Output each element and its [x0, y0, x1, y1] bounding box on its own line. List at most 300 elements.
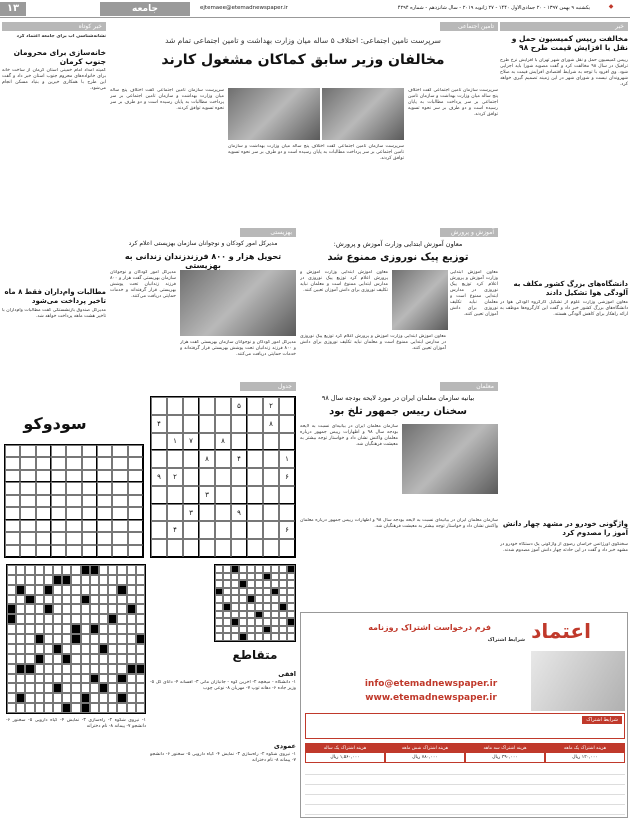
sudoku-cell[interactable]	[36, 445, 51, 457]
sudoku-cell[interactable]	[183, 486, 199, 504]
crossword-cell[interactable]	[62, 585, 71, 595]
sudoku-cell[interactable]: ۳	[199, 486, 215, 504]
sudoku-cell[interactable]	[247, 539, 263, 557]
crossword-cell[interactable]	[62, 664, 71, 674]
sudoku-cell[interactable]	[263, 539, 279, 557]
crossword-cell[interactable]	[99, 664, 108, 674]
crossword-cell[interactable]	[127, 565, 136, 575]
crossword-cell[interactable]	[53, 683, 62, 693]
crossword-cell[interactable]	[99, 683, 108, 693]
crossword-cell[interactable]	[99, 604, 108, 614]
sudoku-cell[interactable]	[82, 507, 97, 519]
crossword-cell[interactable]	[35, 585, 44, 595]
crossword-cell[interactable]	[99, 624, 108, 634]
sudoku-cell[interactable]	[82, 495, 97, 507]
sudoku-cell[interactable]	[36, 457, 51, 469]
sudoku-cell[interactable]	[247, 521, 263, 539]
sudoku-cell[interactable]	[51, 457, 66, 469]
crossword-cell[interactable]	[16, 674, 25, 684]
crossword-cell[interactable]	[25, 703, 34, 713]
crossword-cell[interactable]	[71, 683, 80, 693]
crossword-cell[interactable]	[90, 575, 99, 585]
sudoku-cell[interactable]	[66, 495, 81, 507]
crossword-cell[interactable]	[35, 595, 44, 605]
crossword-cell[interactable]	[35, 624, 44, 634]
crossword-cell[interactable]	[108, 654, 117, 664]
crossword-cell[interactable]	[16, 575, 25, 585]
crossword-cell[interactable]	[108, 595, 117, 605]
crossword-cell[interactable]	[90, 644, 99, 654]
crossword-cell[interactable]	[53, 585, 62, 595]
sudoku-cell[interactable]	[20, 532, 35, 544]
crossword-cell[interactable]	[62, 703, 71, 713]
sudoku-cell[interactable]	[66, 507, 81, 519]
sudoku-cell[interactable]	[231, 486, 247, 504]
sudoku-cell[interactable]	[151, 539, 167, 557]
crossword-cell[interactable]	[16, 585, 25, 595]
sudoku-cell[interactable]	[231, 433, 247, 451]
crossword-cell[interactable]	[90, 683, 99, 693]
crossword-cell[interactable]	[90, 624, 99, 634]
sudoku-cell[interactable]: ۹	[231, 504, 247, 522]
crossword-cell[interactable]	[7, 703, 16, 713]
crossword-cell[interactable]	[117, 614, 126, 624]
crossword-cell[interactable]	[25, 644, 34, 654]
crossword-cell[interactable]	[25, 575, 34, 585]
crossword-cell[interactable]	[35, 604, 44, 614]
sudoku-cell[interactable]	[20, 520, 35, 532]
crossword-cell[interactable]	[71, 604, 80, 614]
crossword-cell[interactable]	[71, 693, 80, 703]
sudoku-cell[interactable]	[66, 520, 81, 532]
sudoku-cell[interactable]	[263, 486, 279, 504]
crossword-cell[interactable]	[25, 654, 34, 664]
sudoku-cell[interactable]	[51, 532, 66, 544]
crossword-cell[interactable]	[127, 703, 136, 713]
crossword-cell[interactable]	[7, 565, 16, 575]
sudoku-cell[interactable]	[82, 457, 97, 469]
crossword-cell[interactable]	[7, 683, 16, 693]
crossword-cell[interactable]	[99, 703, 108, 713]
crossword-cell[interactable]	[53, 634, 62, 644]
sudoku-cell[interactable]	[215, 415, 231, 433]
sudoku-cell[interactable]	[167, 450, 183, 468]
crossword-cell[interactable]	[53, 693, 62, 703]
crossword-cell[interactable]	[81, 674, 90, 684]
sudoku-cell[interactable]: ۷	[183, 433, 199, 451]
sudoku-cell[interactable]: ۶	[279, 521, 295, 539]
sudoku-cell[interactable]	[263, 504, 279, 522]
crossword-cell[interactable]	[25, 693, 34, 703]
crossword-cell[interactable]	[127, 664, 136, 674]
crossword-cell[interactable]	[127, 683, 136, 693]
sudoku-cell[interactable]	[51, 482, 66, 494]
sudoku-cell[interactable]	[51, 507, 66, 519]
crossword-cell[interactable]	[44, 683, 53, 693]
crossword-cell[interactable]	[62, 674, 71, 684]
sudoku-cell[interactable]	[231, 521, 247, 539]
crossword-cell[interactable]	[108, 693, 117, 703]
crossword-cell[interactable]	[127, 644, 136, 654]
crossword-cell[interactable]	[127, 654, 136, 664]
crossword-cell[interactable]	[25, 664, 34, 674]
sudoku-cell[interactable]	[82, 520, 97, 532]
crossword-cell[interactable]	[35, 565, 44, 575]
sudoku-cell[interactable]	[97, 532, 112, 544]
crossword-cell[interactable]	[44, 575, 53, 585]
crossword-cell[interactable]	[81, 683, 90, 693]
crossword-cell[interactable]	[62, 693, 71, 703]
sudoku-grid-2[interactable]	[4, 444, 144, 558]
sudoku-cell[interactable]	[97, 457, 112, 469]
crossword-cell[interactable]	[7, 654, 16, 664]
crossword-cell[interactable]	[53, 595, 62, 605]
crossword-cell[interactable]	[53, 604, 62, 614]
crossword-cell[interactable]	[44, 664, 53, 674]
sudoku-cell[interactable]	[128, 520, 143, 532]
sudoku-cell[interactable]	[128, 457, 143, 469]
crossword-cell[interactable]	[136, 614, 145, 624]
crossword-cell[interactable]	[136, 683, 145, 693]
sudoku-cell[interactable]	[66, 457, 81, 469]
crossword-cell[interactable]	[62, 624, 71, 634]
sudoku-cell[interactable]	[20, 470, 35, 482]
crossword-cell[interactable]	[16, 703, 25, 713]
crossword-cell[interactable]	[16, 565, 25, 575]
crossword-cell[interactable]	[62, 634, 71, 644]
crossword-cell[interactable]	[81, 624, 90, 634]
sudoku-cell[interactable]	[112, 532, 127, 544]
sudoku-cell[interactable]	[279, 504, 295, 522]
crossword-cell[interactable]	[117, 604, 126, 614]
crossword-cell[interactable]	[25, 595, 34, 605]
crossword-cell[interactable]	[90, 565, 99, 575]
sudoku-cell[interactable]	[82, 545, 97, 557]
sudoku-cell[interactable]	[151, 397, 167, 415]
crossword-cell[interactable]	[99, 614, 108, 624]
crossword-cell[interactable]	[7, 585, 16, 595]
sudoku-cell[interactable]	[263, 468, 279, 486]
sudoku-cell[interactable]	[112, 545, 127, 557]
crossword-cell[interactable]	[136, 654, 145, 664]
crossword-cell[interactable]	[99, 674, 108, 684]
sudoku-cell[interactable]	[66, 445, 81, 457]
crossword-cell[interactable]	[25, 614, 34, 624]
crossword-cell[interactable]	[71, 585, 80, 595]
crossword-cell[interactable]	[136, 575, 145, 585]
sudoku-cell[interactable]	[97, 470, 112, 482]
crossword-cell[interactable]	[35, 614, 44, 624]
sudoku-cell[interactable]	[279, 397, 295, 415]
sudoku-cell[interactable]	[215, 397, 231, 415]
sudoku-cell[interactable]	[112, 520, 127, 532]
sudoku-cell[interactable]	[215, 521, 231, 539]
sudoku-cell[interactable]	[231, 415, 247, 433]
crossword-cell[interactable]	[35, 683, 44, 693]
sudoku-cell[interactable]	[215, 450, 231, 468]
crossword-cell[interactable]	[108, 664, 117, 674]
sudoku-cell[interactable]	[112, 445, 127, 457]
crossword-cell[interactable]	[16, 614, 25, 624]
crossword-cell[interactable]	[7, 664, 16, 674]
sudoku-cell[interactable]	[5, 507, 20, 519]
crossword-cell[interactable]	[81, 644, 90, 654]
crossword-cell[interactable]	[136, 604, 145, 614]
crossword-cell[interactable]	[108, 575, 117, 585]
crossword-cell[interactable]	[53, 575, 62, 585]
crossword-cell[interactable]	[71, 565, 80, 575]
sudoku-cell[interactable]: ۴	[151, 415, 167, 433]
sudoku-cell[interactable]	[36, 495, 51, 507]
sudoku-cell[interactable]	[247, 450, 263, 468]
sudoku-cell[interactable]	[151, 486, 167, 504]
sudoku-cell[interactable]	[82, 470, 97, 482]
crossword-cell[interactable]	[127, 575, 136, 585]
crossword-cell[interactable]	[7, 634, 16, 644]
sudoku-grid[interactable]	[150, 396, 296, 558]
sudoku-cell[interactable]	[5, 457, 20, 469]
crossword-cell[interactable]	[62, 614, 71, 624]
sudoku-cell[interactable]	[279, 433, 295, 451]
sudoku-cell[interactable]	[5, 532, 20, 544]
sudoku-cell[interactable]	[279, 486, 295, 504]
sudoku-cell[interactable]: ۴	[167, 521, 183, 539]
crossword-cell[interactable]	[16, 595, 25, 605]
sudoku-cell[interactable]	[247, 468, 263, 486]
crossword-cell[interactable]	[44, 703, 53, 713]
crossword-cell[interactable]	[71, 644, 80, 654]
crossword-cell[interactable]	[117, 674, 126, 684]
sudoku-cell[interactable]	[51, 495, 66, 507]
crossword-cell[interactable]	[7, 614, 16, 624]
sudoku-cell[interactable]	[20, 445, 35, 457]
sudoku-cell[interactable]	[183, 415, 199, 433]
crossword-cell[interactable]	[99, 644, 108, 654]
sudoku-cell[interactable]	[82, 482, 97, 494]
crossword-cell[interactable]	[44, 624, 53, 634]
crossword-cell[interactable]	[117, 683, 126, 693]
crossword-cell[interactable]	[25, 604, 34, 614]
crossword-cell[interactable]	[81, 565, 90, 575]
sudoku-cell[interactable]: ۹	[151, 468, 167, 486]
sudoku-cell[interactable]	[247, 433, 263, 451]
sudoku-cell[interactable]	[97, 545, 112, 557]
sudoku-cell[interactable]	[20, 482, 35, 494]
crossword-cell[interactable]	[53, 565, 62, 575]
crossword-cell[interactable]	[71, 654, 80, 664]
sudoku-cell[interactable]	[51, 470, 66, 482]
sudoku-cell[interactable]	[183, 397, 199, 415]
sudoku-cell[interactable]	[20, 457, 35, 469]
crossword-cell[interactable]	[108, 565, 117, 575]
crossword-cell[interactable]	[7, 674, 16, 684]
crossword-cell[interactable]	[16, 683, 25, 693]
sudoku-cell[interactable]	[51, 545, 66, 557]
sudoku-cell[interactable]	[112, 457, 127, 469]
ad-url[interactable]: www.etemadnewspaper.ir	[365, 693, 497, 703]
sudoku-cell[interactable]	[97, 520, 112, 532]
crossword-cell[interactable]	[99, 634, 108, 644]
crossword-cell[interactable]	[90, 664, 99, 674]
sudoku-cell[interactable]	[36, 507, 51, 519]
crossword-cell[interactable]	[81, 703, 90, 713]
sudoku-cell[interactable]	[128, 495, 143, 507]
sudoku-cell[interactable]	[66, 532, 81, 544]
crossword-cell[interactable]	[90, 604, 99, 614]
sudoku-cell[interactable]	[183, 521, 199, 539]
crossword-cell[interactable]	[117, 565, 126, 575]
sudoku-cell[interactable]	[151, 521, 167, 539]
sudoku-cell[interactable]: ۸	[263, 415, 279, 433]
crossword-cell[interactable]	[99, 565, 108, 575]
sudoku-cell[interactable]	[247, 415, 263, 433]
crossword-cell[interactable]	[7, 693, 16, 703]
crossword-cell[interactable]	[136, 634, 145, 644]
sudoku-cell[interactable]	[199, 539, 215, 557]
sudoku-cell[interactable]: ۳	[183, 504, 199, 522]
crossword-cell[interactable]	[108, 634, 117, 644]
crossword-cell[interactable]	[16, 664, 25, 674]
sudoku-cell[interactable]	[167, 539, 183, 557]
crossword-cell[interactable]	[136, 693, 145, 703]
crossword-cell[interactable]	[81, 693, 90, 703]
crossword-cell[interactable]	[62, 683, 71, 693]
crossword-cell[interactable]	[117, 575, 126, 585]
crossword-cell[interactable]	[71, 595, 80, 605]
crossword-cell[interactable]	[62, 604, 71, 614]
crossword-cell[interactable]	[127, 693, 136, 703]
sudoku-cell[interactable]	[128, 445, 143, 457]
crossword-cell[interactable]	[90, 693, 99, 703]
sudoku-cell[interactable]	[215, 539, 231, 557]
sudoku-cell[interactable]	[112, 470, 127, 482]
sudoku-cell[interactable]	[20, 545, 35, 557]
crossword-cell[interactable]	[44, 585, 53, 595]
crossword-cell[interactable]	[62, 654, 71, 664]
sudoku-cell[interactable]	[20, 507, 35, 519]
crossword-cell[interactable]	[44, 644, 53, 654]
sudoku-cell[interactable]	[97, 445, 112, 457]
sudoku-cell[interactable]	[36, 482, 51, 494]
crossword-cell[interactable]	[35, 664, 44, 674]
crossword-cell[interactable]	[44, 565, 53, 575]
crossword-cell[interactable]	[108, 674, 117, 684]
crossword-cell[interactable]	[71, 703, 80, 713]
crossword-cell[interactable]	[90, 654, 99, 664]
sudoku-cell[interactable]	[36, 545, 51, 557]
crossword-cell[interactable]	[7, 624, 16, 634]
sudoku-cell[interactable]	[5, 482, 20, 494]
crossword-cell[interactable]	[99, 585, 108, 595]
crossword-cell[interactable]	[62, 595, 71, 605]
sudoku-cell[interactable]	[128, 470, 143, 482]
crossword-cell[interactable]	[35, 674, 44, 684]
crossword-cell[interactable]	[127, 634, 136, 644]
crossword-cell[interactable]	[53, 674, 62, 684]
sudoku-cell[interactable]	[128, 532, 143, 544]
crossword-cell[interactable]	[53, 644, 62, 654]
crossword-cell[interactable]	[136, 585, 145, 595]
crossword-cell[interactable]	[127, 595, 136, 605]
sudoku-cell[interactable]	[20, 495, 35, 507]
crossword-cell[interactable]	[81, 614, 90, 624]
sudoku-cell[interactable]	[66, 545, 81, 557]
crossword-cell[interactable]	[35, 634, 44, 644]
crossword-cell[interactable]	[81, 664, 90, 674]
crossword-cell[interactable]	[117, 634, 126, 644]
sudoku-cell[interactable]: ۶	[279, 468, 295, 486]
sudoku-cell[interactable]	[231, 468, 247, 486]
sudoku-cell[interactable]	[5, 445, 20, 457]
sudoku-cell[interactable]	[215, 486, 231, 504]
crossword-cell[interactable]	[7, 595, 16, 605]
crossword-cell[interactable]	[35, 575, 44, 585]
crossword-cell[interactable]	[25, 683, 34, 693]
crossword-cell[interactable]	[90, 595, 99, 605]
crossword-cell[interactable]	[136, 565, 145, 575]
crossword-cell[interactable]	[117, 585, 126, 595]
sudoku-cell[interactable]	[167, 486, 183, 504]
crossword-cell[interactable]	[108, 703, 117, 713]
crossword-cell[interactable]	[108, 683, 117, 693]
sudoku-cell[interactable]	[215, 504, 231, 522]
sudoku-cell[interactable]	[263, 450, 279, 468]
sudoku-cell[interactable]	[66, 470, 81, 482]
sudoku-cell[interactable]	[97, 495, 112, 507]
crossword-cell[interactable]	[71, 664, 80, 674]
sudoku-cell[interactable]	[5, 495, 20, 507]
sudoku-cell[interactable]	[151, 504, 167, 522]
sudoku-cell[interactable]	[97, 507, 112, 519]
crossword-cell[interactable]	[90, 674, 99, 684]
crossword-cell[interactable]	[136, 644, 145, 654]
sudoku-cell[interactable]	[128, 507, 143, 519]
crossword-cell[interactable]	[35, 644, 44, 654]
sudoku-cell[interactable]	[112, 495, 127, 507]
crossword-cell[interactable]	[71, 575, 80, 585]
crossword-cell[interactable]	[81, 634, 90, 644]
crossword-cell[interactable]	[53, 614, 62, 624]
crossword-cell[interactable]	[16, 604, 25, 614]
crossword-cell[interactable]	[90, 634, 99, 644]
crossword-cell[interactable]	[136, 674, 145, 684]
crossword-cell[interactable]	[136, 624, 145, 634]
sudoku-cell[interactable]	[82, 532, 97, 544]
crossword-cell[interactable]	[90, 585, 99, 595]
sudoku-cell[interactable]	[112, 507, 127, 519]
crossword-cell[interactable]	[62, 575, 71, 585]
crossword-cell[interactable]	[25, 634, 34, 644]
sudoku-cell[interactable]	[183, 539, 199, 557]
crossword-cell[interactable]	[108, 604, 117, 614]
crossword-cell[interactable]	[53, 654, 62, 664]
sudoku-cell[interactable]	[128, 545, 143, 557]
crossword-cell[interactable]	[99, 575, 108, 585]
sudoku-cell[interactable]	[247, 397, 263, 415]
crossword-cell[interactable]	[81, 604, 90, 614]
sudoku-cell[interactable]	[263, 521, 279, 539]
crossword-cell[interactable]	[44, 634, 53, 644]
crossword-cell[interactable]	[127, 604, 136, 614]
crossword-cell[interactable]	[71, 624, 80, 634]
crossword-cell[interactable]	[16, 644, 25, 654]
crossword-cell[interactable]	[53, 624, 62, 634]
sudoku-cell[interactable]	[51, 445, 66, 457]
crossword-cell[interactable]	[25, 674, 34, 684]
crossword-cell[interactable]	[44, 614, 53, 624]
crossword-cell[interactable]	[16, 624, 25, 634]
crossword-cell[interactable]	[35, 703, 44, 713]
